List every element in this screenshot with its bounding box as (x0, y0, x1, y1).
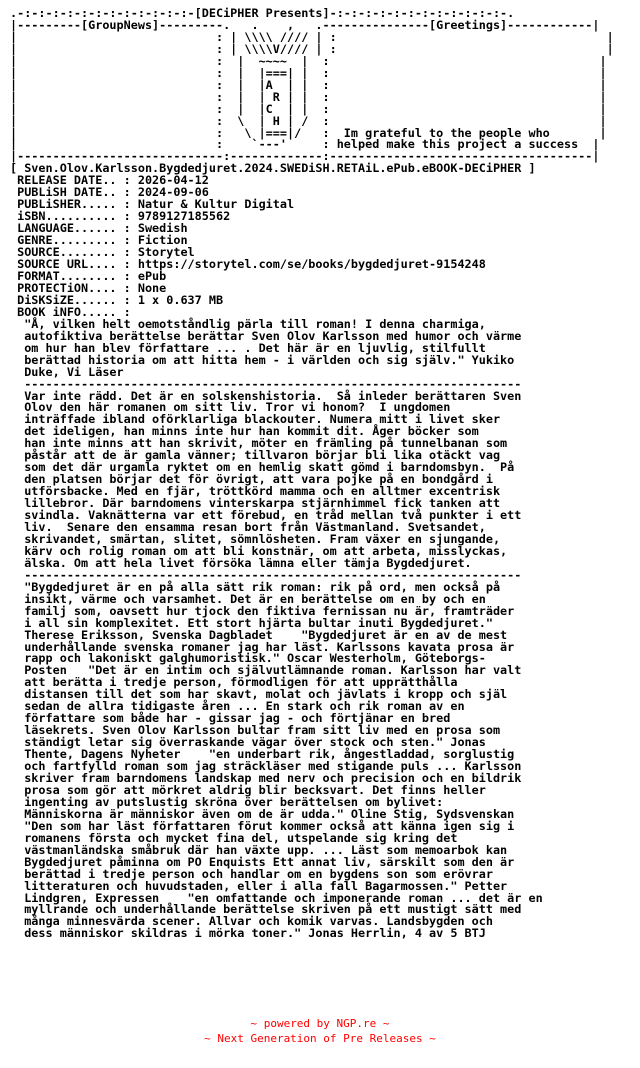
footer-powered-by: ~ powered by NGP.re ~ (250, 1017, 390, 1030)
nfo-text-body: .-:-:-:-:-:-:-:-:-:-:-:-:-[DECiPHER Presents]-:-:-:-:-:-:-:-:-:-:-:-:-. |---------[GroupNews]---------. . , .---------------[Greetings]------------| | : | \\\\ //// | : | | : | \\\\V//// | : | | : | ~~~~ | : | | : | |===| | : | | : | |A | | : | | : | | R | | : | | : | |C | | : | | : \ | H | / : | | : \ |===|/ : Im grateful to the people who | | : `---' : helped make this project a success | |-----------------------------:-------------:-------------------------------------| [ Sven.Olov.Karlsson.Bygdedjuret.2024.SWEDiSH.RETAiL.ePub.eBOOK-DECiPHER ] RELEASE DATE.. : 2026-04-12 PUBLiSH DATE.. : 2024-09-06 PUBLiSHER..... : Natur & Kultur Digital iSBN.......... : 9789127185562 LANGUAGE...... : Swedish GENRE......... : Fiction SOURCE........ : Storytel SOURCE URL.... : https://storytel.com/se/books/bygdedjuret-9154248 FORMAT........ : ePub PROTECTiON.... : None DiSKSiZE...... : 1 x 0.637 MB BOOK iNFO..... : "Å, vilken helt oemotståndlig pärla till roman! I denna charmiga, autofiktiva berättelse berättar Sven Olov Karlsson med humor och värme om hur han blev författare ... . Det här är en ljuvlig, stilfullt berättad historia om att hitta hem - i världen och sig själv." Yukiko Duke, Vi Läser ---------------------------------------------------------------------- Var inte rädd. Det är en solskenshistoria. Så inleder berättaren Sven Olov den här romanen om sitt liv. Tror vi honom? I ungdomen inträffade ibland oförklarliga blackouter. Numera mitt i livet sker det ideligen, han minns inte hur han kommit dit. Åger böcker som han inte minns att han skrivit, möter en främling på tunnelbanan som påstår att de är gamla vänner; tillvaron börjar bli lika otäckt vag som det där urgamla ryktet om en hemlig skatt gömd i barndomsbyn. På den platsen börjar det för övrigt, att vara pojke på en bondgård i utförsbacke. Med en fjär, tröttkörd mamma och en alltmer excentrisk lillebror. Där barndomens vinterskarpa stjärnhimmel fick tanken att svindla. Vaknätterna var ett förebud, en tråd mellan två punkter i ett liv. Senare den ensamma resan bort från Västmanland. Svetsandet, skrivandet, smärtan, slitet, sömnlösheten. Fram växer en sjungande, kärv och rolig roman om att bli konstnär, om att arbeta, misslyckas, älska. Om att hela livet försöka lämna eller tämja Bygdedjuret. ---------------------------------------------------------------------- "Bygdedjuret är en på alla sätt rik roman: rik på ord, men också på insikt, värme och varsamhet. Det är en berättelse om en by och en familj som, oavsett hur tjock den fiktiva fernissan nu är, framträder i all sin komplexitet. Ett stort hjärta bultar inuti Bygdedjuret." Therese Eriksson, Svenska Dagbladet "Bygdedjuret är en av de mest underhållande svenska romaner jag har läst. Karlssons kavata prosa är rapp och lakoniskt galghumoristisk." Oscar Westerholm, Göteborgs- Posten "Det är en intim och självutlämnande roman. Karlsson har valt att berätta i tredje person, förmodligen för att upprätthålla distansen till det som har skavt, molat och jävlats i kropp och själ sedan de allra tidigaste åren ... En stark och rik roman av en författare som både har - gissar jag - och förtjänar en bred läsekrets. Sven Olov Karlsson bultar fram sitt liv med en prosa som ständigt letar sig överraskande vägar över stock och sten." Jonas Thente, Dagens Nyheter "en underbart rik, ångestladdad, sorglustig och fartfylld roman som jag sträckläser med stigande puls ... Karlsson skriver fram barndomens landskap med nerv och precision och en bildrik prosa som gör att mörkret aldrig blir becksvart. Det finns heller ingenting av putslustig skröna över berättelsen om bylivet: Människorna är människor även om de är udda." Oline Stig, Sydsvenskan "Den som har läst författaren förut kommer också att känna igen sig i romanens första och mycket fina del, utspelande sig kring det västmanländska småbruk där han växte upp. ... Läst som memoarbok kan Bygdedjuret påminna om PO Enquists Ett annat liv, särskilt som den är berättad i tredje person och handlar om en bygdens son som erövrar litteraturen och huvudstaden, eller i alla fall Bagarmossen." Petter Lindgren, Expressen "en omfattande och imponerande roman ... det är en myllrande och underhållande berättelse skriven på ett mustigt sätt med många minnesvärda scener. Allvar och komik varvas. Landsbygden och dess människor skildras i mörka toner." Jonas Herrlin, 4 av 5 BTJ (10, 6, 614, 941)
footer-tagline: ~ Next Generation of Pre Releases ~ (204, 1032, 436, 1045)
footer (0, 1016, 640, 1046)
